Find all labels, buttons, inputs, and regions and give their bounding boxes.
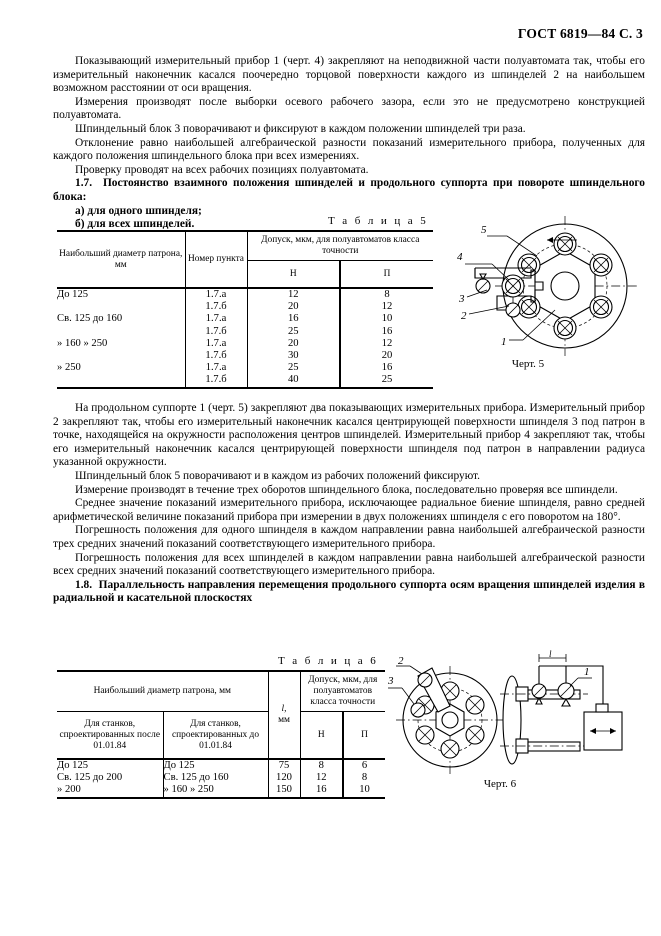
table-6-r2-before: » 160 » 250 — [163, 784, 268, 797]
table-6-r0-n: 8 — [300, 759, 343, 772]
table-5-r7-item: 1.7.б — [185, 374, 247, 387]
table-6-th-l-unit: мм — [278, 715, 290, 725]
table-5-th-class-n: Н — [247, 261, 340, 289]
table-row — [57, 759, 385, 772]
table-5-r1-diameter — [57, 301, 185, 313]
table-6-r2-l: 150 — [268, 784, 300, 797]
clause-1-8 — [53, 579, 645, 606]
paragraph-1: Показывающий измерительный прибор 1 (черт. 4) закрепляют на неподвижной части полуавтомата так, чтобы его измерительный наконечник касался поочередно торцовой поверхности каждого из шпинделей 2 на наибольшем возможном расстоянии от оси вращения. — [53, 55, 645, 95]
figure-6-callout-1: 1 — [584, 666, 590, 678]
leader-2b — [410, 666, 422, 674]
table-6-r0-l: 75 — [268, 759, 300, 772]
clause-1-7-item-b: б) для всех шпинделей. — [75, 218, 195, 231]
table-6 — [57, 670, 385, 799]
table-5-r4-diameter: » 160 » 250 — [57, 338, 185, 350]
table-5-r6-diameter: » 250 — [57, 362, 185, 374]
table-5-r1-p: 12 — [381, 301, 393, 313]
page-header-standard: ГОСТ 6819—84 С. 3 — [517, 26, 643, 41]
table-5-th-diameter: Наибольший диаметр патрона, мм — [57, 231, 185, 288]
rotation-arrow-head — [547, 237, 553, 243]
mid-paragraph-3: Измерение производят в течение трех оборотов шпиндельного блока, последовательно проверяя все шпиндели. — [75, 483, 618, 496]
figure-6-callout-3: 3 — [388, 675, 394, 687]
table-5-r2-p: 10 — [381, 313, 393, 325]
table-5-caption: Т а б л и ц а 5 — [328, 215, 429, 227]
figure-6 — [388, 649, 656, 788]
figure-6-caption: Черт. 6 — [483, 778, 517, 790]
table-5-r6-n: 25 — [247, 362, 340, 374]
table-6-r0-p: 6 — [361, 760, 368, 771]
clause-1-7-text: Постоянство взаимного положения шпинделей и продольного суппорта при повороте шпиндельного блока: — [53, 177, 645, 203]
table-5-r4-n: 20 — [247, 338, 340, 350]
table-5-head — [57, 231, 433, 288]
table-5-r0-diameter: До 125 — [57, 288, 185, 301]
table-6-th-after: Для станков, спроектированных после 01.01.84 — [57, 712, 163, 760]
text-block-middle — [53, 402, 645, 606]
figure-6-callout-2: 2 — [398, 655, 404, 667]
table-5 — [57, 230, 433, 389]
mid-paragraph-5: Погрешность положения для одного шпинделя в каждом направлении равна наибольшей алгебраической разности трех средних значений показаний соответствующего измерительного прибора. — [53, 524, 645, 550]
leader-5b — [507, 236, 537, 256]
text-block-top — [53, 55, 645, 232]
table-5-r7-n: 40 — [247, 374, 340, 387]
figure-5-callout-4: 4 — [457, 251, 463, 263]
table-6-th-class-n: Н — [300, 712, 343, 760]
table-row — [57, 784, 385, 797]
table-6-head — [57, 671, 385, 759]
table-6-th-l-symbol: l, — [281, 704, 287, 714]
table-row — [57, 374, 433, 387]
table-6-r1-after: Св. 125 до 200 — [57, 772, 163, 784]
paragraph-3: Шпиндельный блок 3 поворачивают и фиксируют в каждом положении шпинделей три раза. — [75, 122, 526, 135]
table-5-r5-item: 1.7.б — [185, 350, 247, 362]
table-5-th-class-p: П — [340, 261, 433, 289]
table-5-r0-p: 8 — [384, 289, 390, 300]
table-row — [57, 338, 433, 350]
table-5-r6-item: 1.7.а — [185, 362, 247, 374]
figure-5 — [437, 218, 661, 358]
table-6-r1-p: 8 — [361, 772, 368, 784]
table-6-caption: Т а б л и ц а 6 — [278, 655, 379, 667]
clause-1-7-number: 1.7. — [75, 177, 93, 190]
mid-paragraph-2: Шпиндельный блок 5 поворачивают и в каждом из рабочих положений фиксируют. — [75, 469, 481, 482]
table-6-body — [57, 759, 385, 798]
table-5-r5-n: 30 — [247, 350, 340, 362]
dimension-l-label: l — [549, 649, 552, 659]
indicator-tangential-stem — [562, 699, 570, 706]
table-5-r7-diameter — [57, 374, 185, 387]
figure-5-callout-5: 5 — [481, 224, 487, 236]
table-6-r0-before: До 125 — [163, 759, 268, 772]
table-5-r2-n: 16 — [247, 313, 340, 325]
paragraph-2: Измерения производят после выборки осевого рабочего зазора, если это не предусмотрено конструкцией полуавтомата. — [53, 95, 645, 122]
figure-6-drawing — [388, 649, 656, 788]
clause-1-8-number: 1.8. — [75, 578, 93, 591]
table-row — [57, 326, 433, 338]
table-6-th-diameter: Наибольший диаметр патрона, мм — [57, 671, 268, 712]
lower-spindle-shaft — [528, 742, 580, 751]
table-5-r3-n: 25 — [247, 326, 340, 338]
table-5-r0-n: 12 — [247, 288, 340, 301]
table-row — [57, 288, 433, 301]
clause-1-7-item-a: а) для одного шпинделя; — [75, 204, 202, 217]
table-6-th-before: Для станков, спроектированных до 01.01.84 — [163, 712, 268, 760]
table-5-r0-item: 1.7.а — [185, 288, 247, 301]
figure-5-drawing — [437, 218, 661, 358]
mid-paragraph-1: На продольном суппорте 1 (черт. 5) закрепляют два показывающих измерительных прибора. Измерительный прибор 2 закрепляют так, чтобы его измерительный наконечник касался центрирующей поверхности шпинделя 3 под патрон в точке, находящейся на окружности расположения центров шпинделей. Измерительный прибор 4 закрепляют так, чтобы его измерительный наконечник касался центрирующей поверхности шпинделя под патрон в направлении радиуса указанной окружности. — [53, 402, 645, 469]
table-5-r3-p: 16 — [381, 325, 393, 337]
table-6-r1-before: Св. 125 до 160 — [163, 772, 268, 784]
figure-5-callout-2: 2 — [461, 310, 467, 322]
table-5-r2-diameter: Св. 125 до 160 — [57, 313, 185, 325]
carriage-boss — [596, 704, 608, 712]
figure-5-caption: Черт. 5 — [511, 358, 545, 370]
table-6-th-class-p: П — [343, 712, 385, 760]
leader-1b — [570, 678, 578, 686]
table-6-r2-p: 10 — [343, 784, 385, 797]
table-5-th-item: Номер пункта — [185, 231, 247, 288]
table-row — [57, 313, 433, 325]
table-5-r4-p: 12 — [381, 337, 393, 349]
paragraph-5: Проверку проводят на всех рабочих позициях полуавтомата. — [75, 163, 369, 176]
paragraph-4: Отклонение равно наибольшей алгебраической разности показаний измерительного прибора, полученных для каждого положения шпиндельного блока при всех измерениях. — [53, 136, 645, 163]
table-6-r2-n: 16 — [300, 784, 343, 797]
table-5-r6-p: 16 — [381, 362, 393, 374]
table-6-r2-after: » 200 — [57, 784, 163, 797]
figure-5-callout-3: 3 — [459, 293, 465, 305]
table-6-r1-l: 120 — [268, 772, 300, 784]
table-row — [57, 362, 433, 374]
table-6-th-tolerance: Допуск, мкм, для полуавтоматов класса точности — [300, 671, 385, 712]
table-5-r7-p: 25 — [340, 374, 433, 387]
leader-3b — [402, 688, 414, 704]
table-5-r1-item: 1.7.б — [185, 301, 247, 313]
clause-1-7 — [53, 177, 645, 204]
table-row — [57, 350, 433, 362]
end-view-center-bore — [442, 712, 458, 728]
table-5-body — [57, 288, 433, 388]
table-5-r4-item: 1.7.а — [185, 338, 247, 350]
table-5-r5-p: 20 — [381, 350, 393, 362]
table-5-r3-item: 1.7.б — [185, 326, 247, 338]
leader-3 — [467, 290, 487, 297]
mid-paragraph-4: Среднее значение показаний измерительного прибора, исключающее радиальное биение шпинделя, равно средней арифметической величине показаний прибора при измерении в двух положениях шпинделя с его поворотом на 180°. — [53, 497, 645, 523]
table-row — [57, 301, 433, 313]
mid-paragraph-6: Погрешность положения для всех шпинделей в каждом направлении равна наибольшей алгебраической разности всех средних значений показаний соответствующего измерительного прибора. — [53, 551, 645, 578]
figure-6-side-view — [500, 649, 622, 764]
table-6-r0-after: До 125 — [57, 759, 163, 772]
table-6-th-l — [268, 671, 300, 759]
center-bore — [551, 272, 579, 300]
table-row — [57, 772, 385, 784]
figure-5-callout-1: 1 — [501, 336, 507, 348]
table-5-r2-item: 1.7.а — [185, 313, 247, 325]
clause-1-8-text: Параллельность направления перемещения продольного суппорта осям вращения шпинделей изделия в радиальной и касательной плоскостях — [53, 578, 645, 605]
table-5-r1-n: 20 — [247, 301, 340, 313]
table-6-r1-n: 12 — [300, 772, 343, 784]
table-5-r5-diameter — [57, 350, 185, 362]
table-5-th-tolerance: Допуск, мкм, для полуавтоматов класса точности — [247, 231, 433, 261]
figure-6-end-view — [387, 655, 504, 774]
table-5-r3-diameter — [57, 326, 185, 338]
